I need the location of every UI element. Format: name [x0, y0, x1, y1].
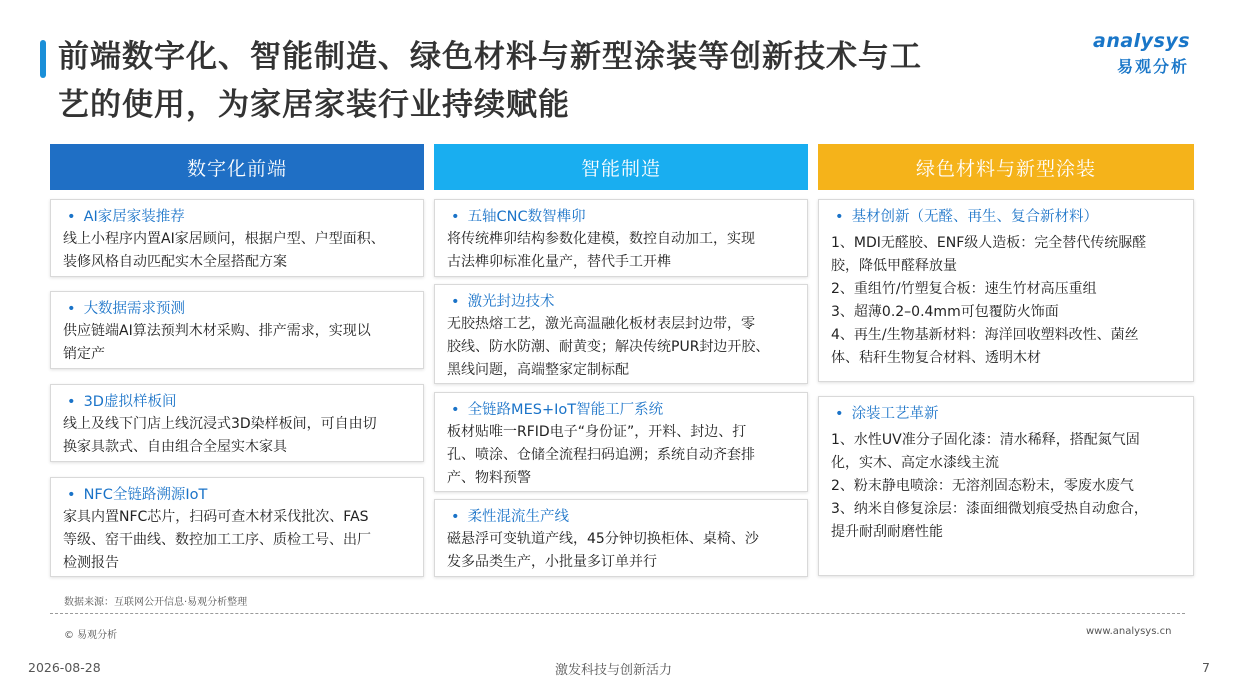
card-line: 2、重组竹/竹塑复合板：速生竹材高压重组: [831, 281, 1097, 297]
column-header-digital-frontend: 数字化前端: [50, 144, 424, 190]
footer-slogan: 激发科技与创新活力: [555, 663, 673, 678]
title-line-1: 前端数字化、智能制造、绿色材料与新型涂装等创新技术与工: [58, 39, 922, 75]
card-title: 3D虚拟样板间: [83, 394, 177, 410]
card-line: 孔、喷涂、仓储全流程扫码追溯；系统自动齐套排: [447, 447, 755, 463]
card-mes-iot-factory: [434, 392, 808, 492]
card-title: NFC全链路溯源IoT: [83, 487, 208, 503]
card-cnc-mortise: [434, 199, 808, 277]
card-line: 等级、窑干曲线、数控加工工序、质检工号、出厂: [63, 532, 371, 548]
card-title: 柔性混流生产线: [467, 509, 570, 525]
card-body: [447, 228, 797, 274]
card-line: 1、水性UV准分子固化漆：清水稀释，搭配氮气固: [831, 432, 1140, 448]
card-nfc-traceability: [50, 477, 424, 577]
card-line: 1、MDI无醛胶、ENF级人造板：完全替代传统脲醛: [831, 235, 1147, 251]
bullet-icon: •: [451, 402, 460, 418]
card-title: 大数据需求预测: [83, 301, 186, 317]
card-line: 产、物料预警: [447, 470, 531, 486]
bullet-icon: •: [67, 394, 76, 410]
card-3d-showroom: [50, 384, 424, 462]
card-line: 黑线问题，高端整家定制标配: [447, 362, 629, 378]
column-header-green-materials: 绿色材料与新型涂装: [818, 144, 1194, 190]
card-body: [63, 320, 413, 366]
card-line: 检测报告: [63, 555, 119, 571]
bullet-icon: •: [451, 509, 460, 525]
title-line-2: 艺的使用，为家居家装行业持续赋能: [58, 87, 570, 123]
column-header-smart-manufacturing: 智能制造: [434, 144, 808, 190]
card-line: 化，实木、高定水漆线主流: [831, 455, 999, 471]
card-ai-recommend: [50, 199, 424, 277]
card-line: 胶，降低甲醛释放量: [831, 258, 957, 274]
card-line: 古法榫卯标准化量产，替代手工开榫: [447, 254, 671, 270]
card-title: 激光封边技术: [467, 294, 555, 310]
analysys-logo: [1093, 30, 1213, 86]
card-title: 涂装工艺革新: [851, 406, 939, 422]
logo-english: analysys: [1093, 30, 1191, 52]
card-line: 销定产: [63, 346, 105, 362]
page-number: 7: [1202, 660, 1210, 675]
card-body: [831, 232, 1183, 370]
card-body: [63, 228, 413, 274]
card-line: 线上及线下门店上线沉浸式3D染样板间，可自由切: [63, 416, 377, 432]
card-body: [447, 313, 797, 382]
card-big-data-forecast: [50, 291, 424, 369]
card-line: 3、纳米自修复涂层：漆面细微划痕受热自动愈合，: [831, 501, 1148, 517]
bullet-icon: •: [451, 209, 460, 225]
card-line: 换家具款式、自由组合全屋实木家具: [63, 439, 287, 455]
bullet-icon: •: [67, 487, 76, 503]
bullet-icon: •: [835, 406, 844, 422]
card-body: [831, 429, 1183, 544]
footer-divider: [50, 613, 1185, 614]
bullet-icon: •: [451, 294, 460, 310]
card-body: [63, 506, 413, 575]
card-body: [447, 421, 797, 490]
card-title: 五轴CNC数智榫卯: [467, 209, 586, 225]
card-title: 全链路MES+IoT智能工厂系统: [467, 402, 664, 418]
bullet-icon: •: [67, 209, 76, 225]
card-title: AI家居家装推荐: [83, 209, 185, 225]
card-line: 供应链端AI算法预判木材采购、排产需求，实现以: [63, 323, 371, 339]
card-line: 将传统榫卯结构参数化建模，数控自动加工，实现: [447, 231, 755, 247]
page-title: [58, 33, 1068, 129]
card-coating-innovation: [818, 396, 1194, 576]
card-line: 胶线、防水防潮、耐黄变；解决传统PUR封边开胶、: [447, 339, 770, 355]
bullet-icon: •: [835, 209, 844, 225]
title-accent-bar: [40, 40, 46, 78]
card-flexible-production: [434, 499, 808, 577]
report-date: 2026-08-28: [28, 660, 101, 675]
card-body: [447, 528, 797, 574]
card-line: 板材贴唯一RFID电子“身份证”，开料、封边、打: [447, 424, 747, 440]
card-laser-edge-banding: [434, 284, 808, 384]
card-line: 装修风格自动匹配实木全屋搭配方案: [63, 254, 287, 270]
card-line: 家具内置NFC芯片，扫码可查木材采伐批次、FAS: [63, 509, 369, 525]
card-substrate-innovation: [818, 199, 1194, 382]
card-line: 2、粉末静电喷涂：无溶剂固态粉末，零废水废气: [831, 478, 1134, 494]
card-body: [63, 413, 413, 459]
data-source-note: 数据来源：互联网公开信息·易观分析整理: [64, 597, 248, 608]
copyright: © 易观分析: [64, 630, 118, 641]
card-line: 提升耐刮耐磨性能: [831, 524, 943, 540]
card-line: 体、秸秆生物复合材料、透明木材: [831, 350, 1041, 366]
card-line: 磁悬浮可变轨道产线，45分钟切换柜体、桌椅、沙: [447, 531, 759, 547]
card-title: 基材创新（无醛、再生、复合新材料）: [851, 209, 1099, 225]
bullet-icon: •: [67, 301, 76, 317]
card-line: 线上小程序内置AI家居顾问，根据户型、户型面积、: [63, 231, 385, 247]
card-line: 发多品类生产，小批量多订单并行: [447, 554, 657, 570]
card-line: 4、再生/生物基新材料：海洋回收塑料改性、菌丝: [831, 327, 1139, 343]
card-line: 3、超薄0.2–0.4mm可包覆防火饰面: [831, 304, 1059, 320]
logo-chinese: 易观分析: [1117, 57, 1190, 76]
website-url: www.analysys.cn: [1086, 626, 1172, 637]
card-line: 无胶热熔工艺，激光高温融化板材表层封边带，零: [447, 316, 755, 332]
